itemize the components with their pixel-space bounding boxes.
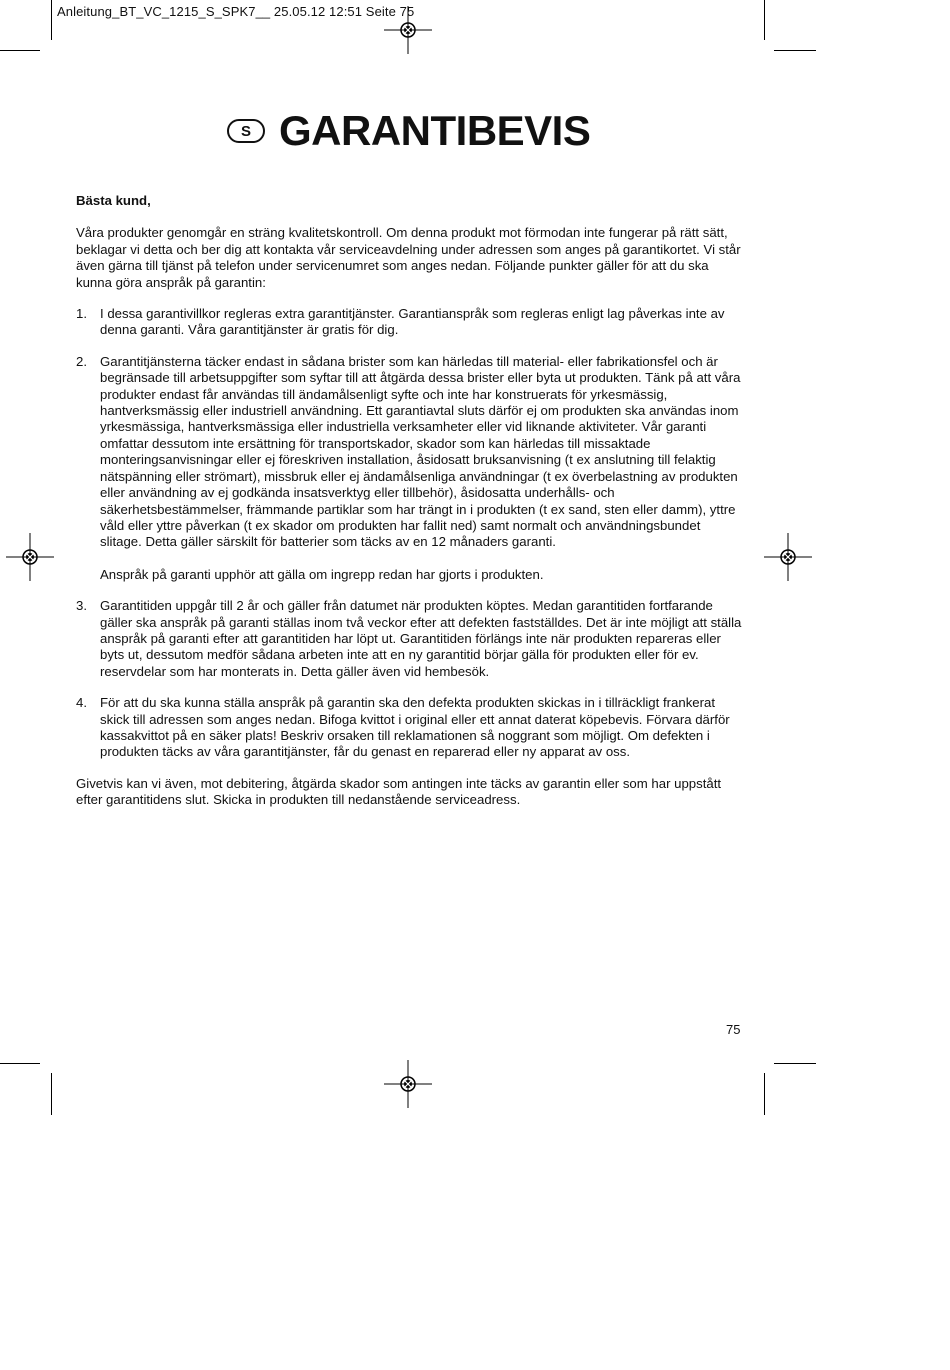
- registration-mark-bottom-icon: [384, 1060, 432, 1108]
- crop-mark-top-left-vertical: [51, 0, 52, 40]
- warranty-terms-list: [76, 306, 744, 761]
- crop-mark-top-right-vertical: [764, 0, 765, 40]
- page-title: GARANTIBEVIS: [279, 107, 591, 154]
- list-item-number: 4.: [76, 695, 87, 711]
- crop-mark-bottom-left-horizontal: [0, 1063, 40, 1064]
- list-item-number: 2.: [76, 353, 87, 369]
- closing-paragraph: Givetvis kan vi även, mot debitering, åtgärda skador som antingen inte täcks av garantin eller som har uppstått efter garantitidens slut. Skicka in produkten till nedanstående serviceadress.: [76, 775, 722, 808]
- list-item: [76, 695, 744, 761]
- list-item: [76, 354, 744, 583]
- language-badge: S: [227, 119, 265, 143]
- list-item-text: För att du ska kunna ställa anspråk på garantin ska den defekta produkten skickas in i tillräckligt frankerat skick till adressen som anges nedan. Bifoga kvittot i original eller ett annat daterat köpebevis. Förvara därför kassakvittot på en säker plats! Beskriv orsaken till reklamationen så noggrant som möjligt. Om defekten i produkten täcks av våra garantitjänster, får du genast en reparerad eller ny apparat av oss.: [100, 695, 730, 760]
- crop-mark-bottom-right-horizontal: [774, 1063, 816, 1064]
- page-title-block: [227, 108, 590, 154]
- print-slug: Anleitung_BT_VC_1215_S_SPK7__ 25.05.12 12:51 Seite 75: [57, 4, 415, 19]
- page-number: 75: [726, 1022, 741, 1037]
- registration-mark-top-icon: [384, 6, 432, 54]
- list-item-text: Garantitjänsterna täcker endast in sådana brister som kan härledas till material- eller fabrikationsfel och är begränsade till arbetsuppgifter som syftar till att åtgärda dessa brister eller byta ut produkten. Tänk på att våra produkter endast får användas till ändamålsenligt syfte och inte har konstruerats för yrkesmässig, hantverksmässig eller industriell användning. Ett garantiavtal sluts därför ej om produkten ska användas inom yrkesmässiga, hantverksmässiga eller industriella verksamheter eller vid liknande aktiviteter. Vår garanti omfattar dessutom inte ersättning för transportskador, skador som kan härledas till missaktade monteringsanvisningar eller ej föreskriven installation, åsidosatt bruksanvisning (t ex anslutning till felaktig nätspänning eller strömart), missbruk eller ej ändamålsenliga användningar (t ex överbelastning av produkten eller användning av ej godkända insatsverktyg eller tillbehör), åsidosatta underhålls- och säkerhetsbestämmelser, främmande partiklar som har trängt in i produkten (t ex sand, sten eller damm), yttre våld eller yttre påverkan (t ex skador om produkten har fallit ned) samt normalt och användningsbundet slitage. Detta gäller särskilt för batterier som täcks av en 12 månaders garanti.: [100, 353, 741, 550]
- intro-paragraph: Våra produkter genomgår en sträng kvalitetskontroll. Om denna produkt mot förmodan inte fungerar på rätt sätt, beklagar vi detta och ber dig att kontakta vår serviceavdelning under adressen som anges på garantikortet. Vi står även gärna till tjänst på telefon under servicenumret som anges nedan. Följande punkter gäller för att du ska kunna göra anspråk på garantin:: [76, 225, 741, 290]
- registration-mark-right-icon: [764, 533, 812, 581]
- list-item-number: 3.: [76, 598, 87, 614]
- crop-mark-bottom-left-vertical: [51, 1073, 52, 1115]
- list-item: [76, 598, 744, 680]
- crop-mark-bottom-right-vertical: [764, 1073, 765, 1115]
- list-item-text: I dessa garantivillkor regleras extra garantitjänster. Garantianspråk som regleras enligt lag påverkas inte av denna garanti. Våra garantitjänster är gratis för dig.: [100, 306, 725, 338]
- crop-mark-top-left-horizontal: [0, 50, 40, 51]
- greeting: Bästa kund,: [76, 193, 151, 208]
- list-item-text: Garantitiden uppgår till 2 år och gäller från datumet när produkten köptes. Medan garantitiden fortfarande gäller ska anspråk på garanti ställas inom två veckor efter att defekten fastställdes. Det är inte möjligt att ställa anspråk på garanti efter att garantitiden har löpt ut. Garantitiden förlängs inte när produkten repareras eller byts ut, dessutom medför sådana arbeten inte att en ny garantitid börjar gälla för produkten eller för ev. reservdelar som har monterats in. Detta gäller även vid hembesök.: [100, 598, 742, 679]
- warranty-text: [76, 193, 744, 824]
- registration-mark-left-icon: [6, 533, 54, 581]
- crop-mark-top-right-horizontal: [774, 50, 816, 51]
- list-item-subtext: Anspråk på garanti upphör att gälla om ingrepp redan har gjorts i produkten.: [100, 566, 544, 582]
- list-item-number: 1.: [76, 306, 87, 322]
- list-item: [76, 306, 744, 339]
